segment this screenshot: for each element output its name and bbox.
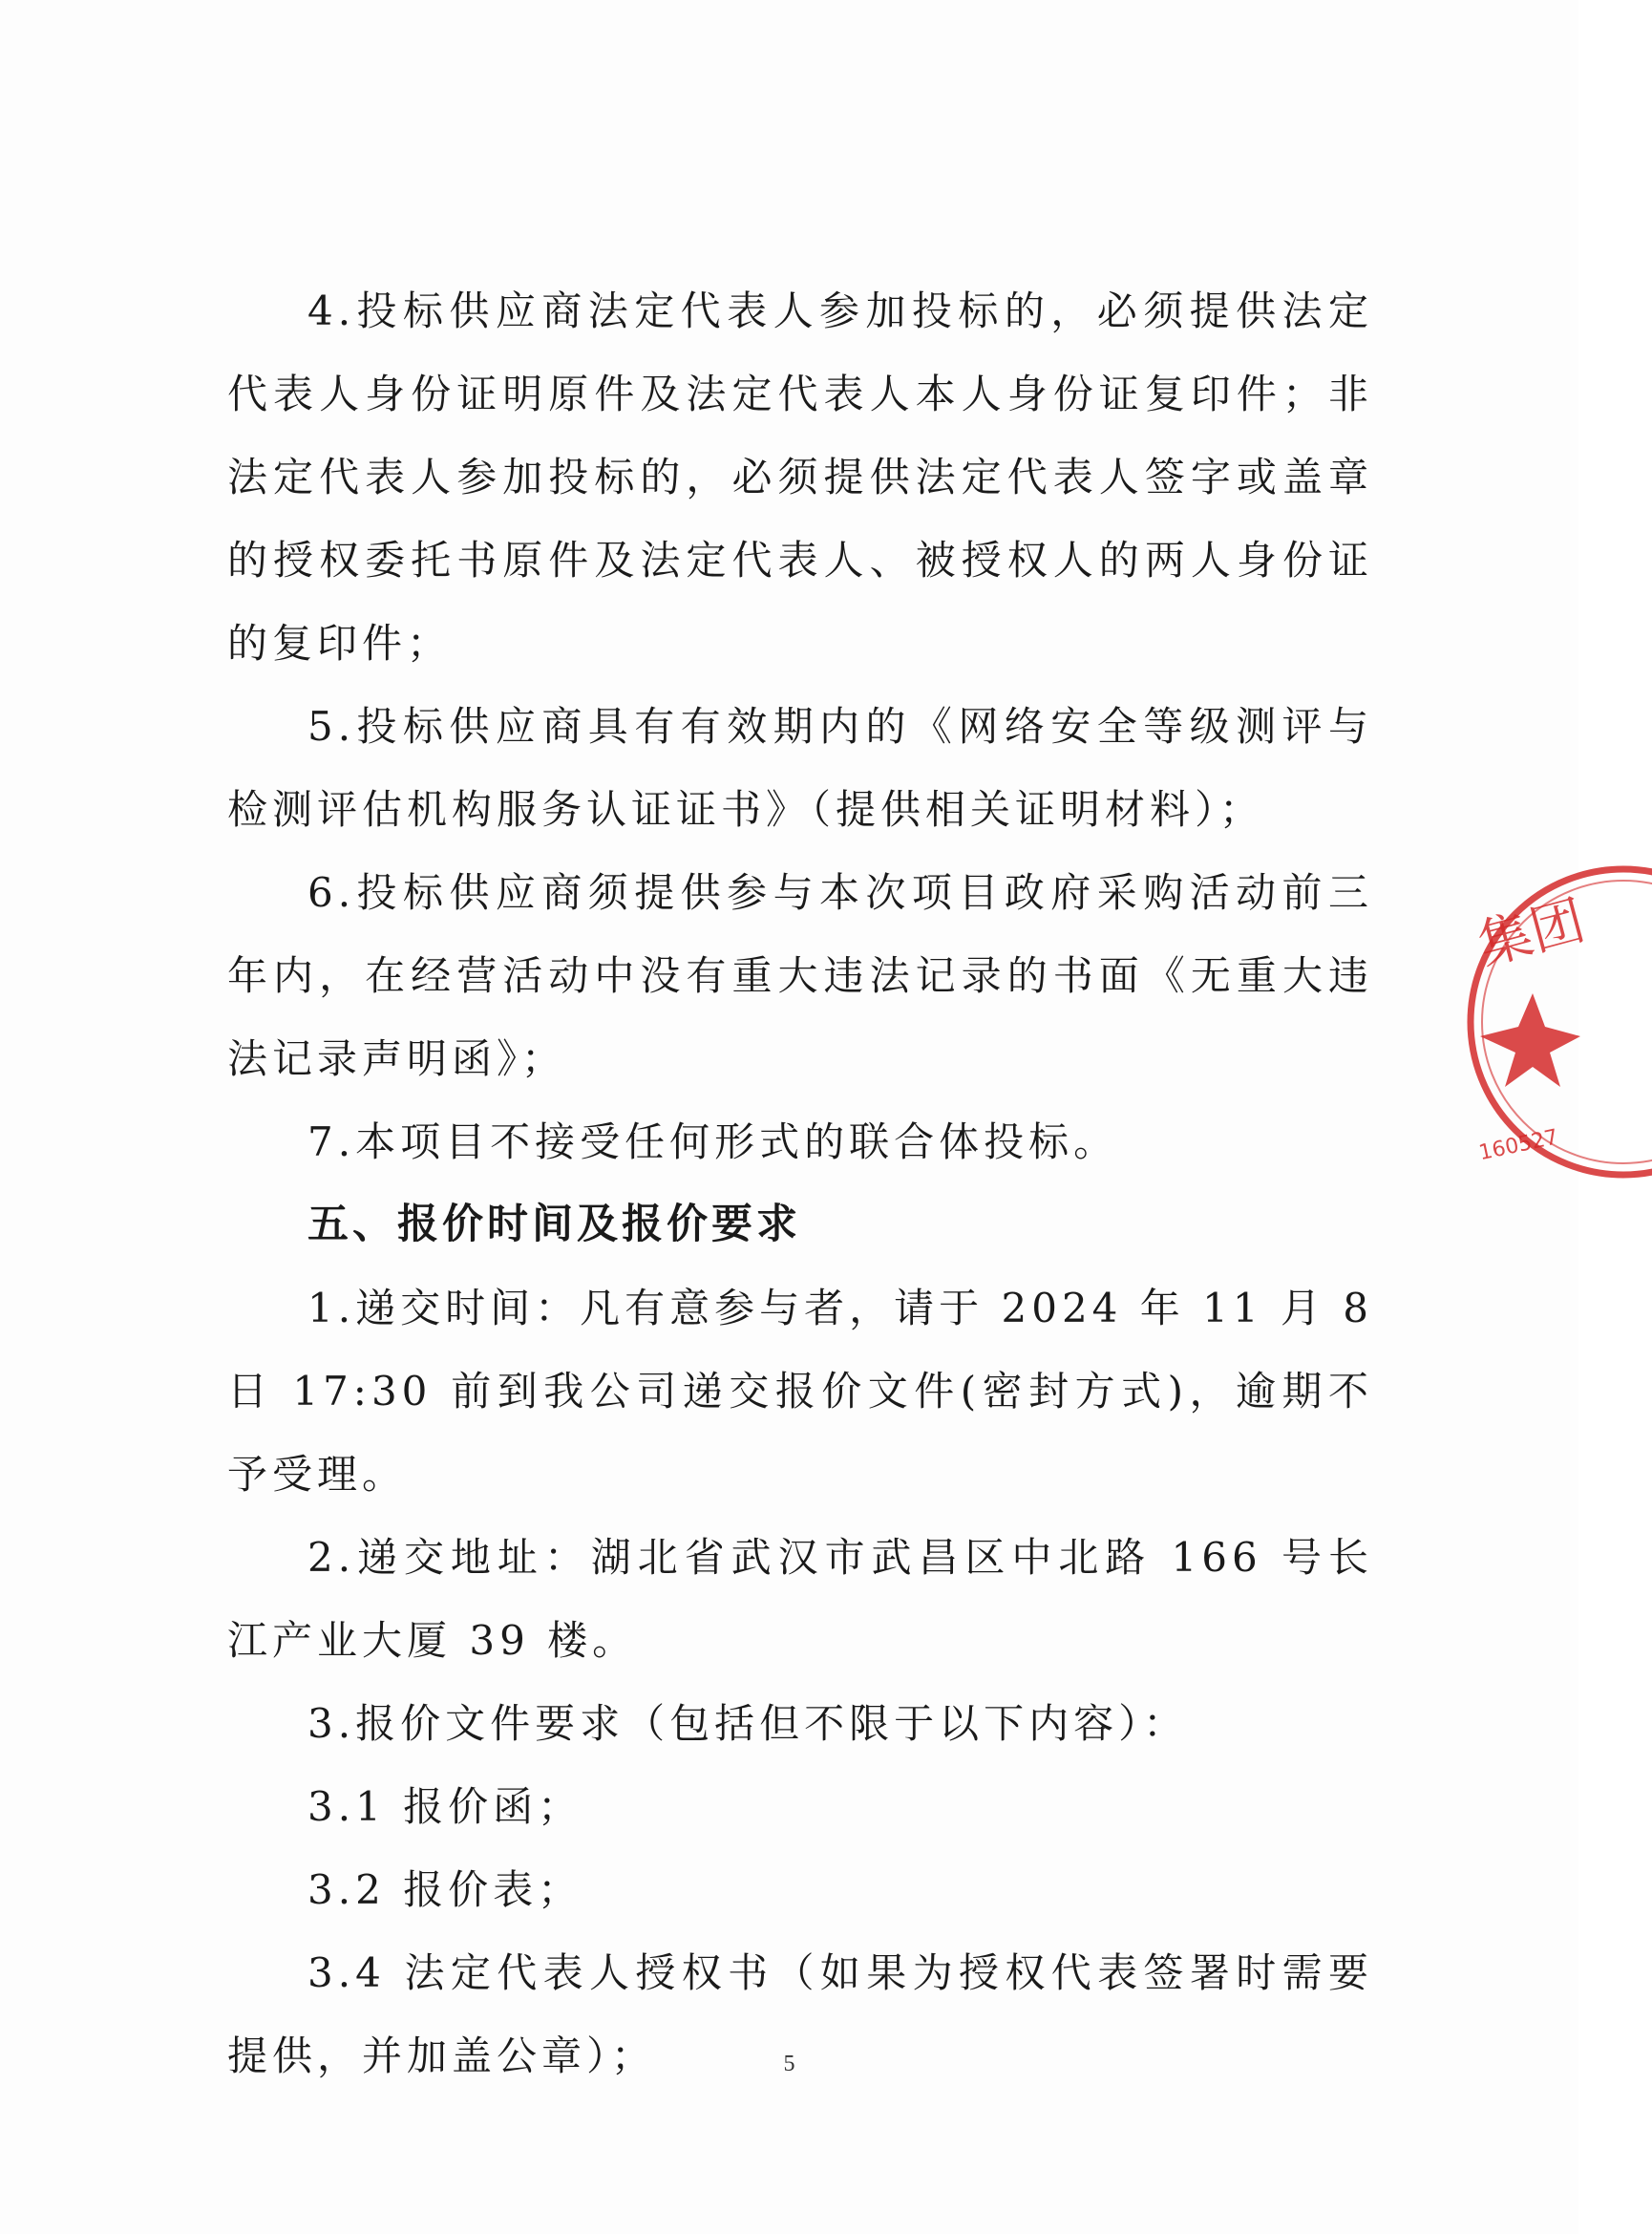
paragraph-file-requirements: 3.报价文件要求（包括但不限于以下内容）：	[307, 1700, 1189, 1747]
paragraph-quote-table: 3.2 报价表；	[307, 1866, 583, 1913]
page-number: 5	[783, 2052, 795, 2076]
seal-text: 集团	[1472, 889, 1592, 978]
seal-number: 160527	[1476, 1125, 1560, 1166]
paragraph-item-5: 5.投标供应商具有有效期内的《网络安全等级测评与检测评估机构服务认证证书》（提供相关证明材料）；	[227, 703, 1373, 833]
document-body	[227, 269, 1373, 2097]
paragraph-item-7: 7.本项目不接受任何形式的联合体投标。	[307, 1118, 1119, 1165]
paragraph-item-6: 6.投标供应商须提供参与本次项目政府采购活动前三年内，在经营活动中没有重大违法记录的书面《无重大违法记录声明函》；	[227, 869, 1373, 1082]
company-seal-stamp	[1461, 840, 1652, 1203]
seal-star-icon	[1480, 993, 1580, 1087]
section-heading: 五、报价时间及报价要求	[307, 1201, 801, 1248]
paragraph-quote-letter: 3.1 报价函；	[307, 1783, 583, 1830]
paragraph-authorization: 3.4 法定代表人授权书（如果为授权代表签署时需要提供，并加盖公章）；	[227, 1949, 1373, 2079]
paragraph-item-4: 4.投标供应商法定代表人参加投标的，必须提供法定代表人身份证明原件及法定代表人本人身份证复印件；非法定代表人参加投标的，必须提供法定代表人签字或盖章的授权委托书原件及法定代表人、被授权人的两人身份证的复印件；	[227, 287, 1373, 667]
paragraph-submit-address: 2.递交地址：湖北省武汉市武昌区中北路 166 号长江产业大厦 39 楼。	[227, 1534, 1373, 1664]
paragraph-submit-time: 1.递交时间：凡有意参与者，请于 2024 年 11 月 8 日 17:30 前到我公司递交报价文件(密封方式)，逾期不予受理。	[227, 1285, 1373, 1498]
